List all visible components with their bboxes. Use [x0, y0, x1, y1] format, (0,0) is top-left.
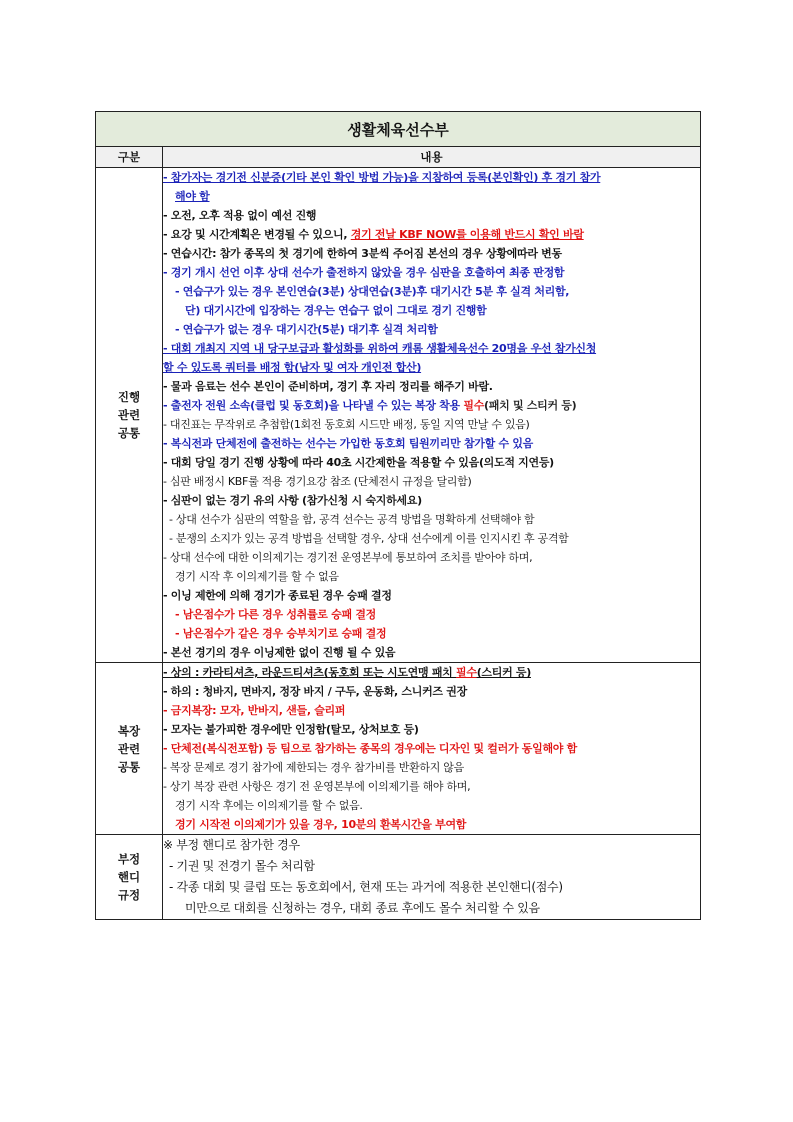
rule-text: - 대회 당일 경기 진행 상황에 따라 40초 시간제한을 적용할 수 있음(의도적 지연등) — [163, 456, 554, 469]
rule-text: 미만으로 대회를 신청하는 경우, 대회 종료 후에도 몰수 처리할 수 있음 — [185, 901, 540, 915]
rule-text: - 요강 및 시간계획은 변경될 수 있으니, — [163, 228, 351, 241]
rule-text: 해야 함 — [175, 190, 210, 203]
rule-line — [163, 586, 700, 605]
rule-line — [163, 339, 700, 358]
category-cell — [96, 835, 163, 920]
rule-text: ※ 부정 핸디로 참가한 경우 — [163, 838, 300, 852]
rule-line — [163, 624, 700, 643]
rule-highlight: 경기 전날 KBF NOW를 이용해 반드시 확인 바람 — [350, 228, 584, 241]
rule-text: - 상의 : 카라티셔츠, 라운드티셔츠(동호회 또는 시도연맹 패치 — [163, 666, 457, 679]
rule-line — [163, 739, 700, 758]
section-progress — [96, 168, 701, 663]
rule-text: - 참가자는 경기전 신분증(기타 본인 확인 방법 가능)을 지참하여 등록(본인확인) 후 경기 참가 — [163, 171, 601, 184]
content-cell — [163, 663, 701, 835]
rule-text: - 분쟁의 소지가 있는 공격 방법을 선택할 경우, 상대 선수에게 이를 인지시킨 후 공격함 — [169, 532, 569, 545]
category-label-line: 핸디 — [117, 870, 141, 884]
rule-text: - 심판 배정시 KBF룰 적용 경기요강 참조 (단체전시 규정을 달리함) — [163, 475, 472, 488]
rule-line — [163, 244, 700, 263]
rule-line — [163, 643, 700, 662]
rule-line — [163, 898, 700, 919]
rule-text: 경기 시작전 이의제기가 있을 경우, 10분의 환복시간을 부여함 — [175, 818, 467, 831]
rule-line — [163, 168, 700, 187]
rule-text: - 상대 선수에 대한 이의제기는 경기전 운영본부에 통보하여 조치를 받아야 하며, — [163, 551, 533, 564]
rule-text: - 남은점수가 같은 경우 승부치기로 승패 결정 — [175, 627, 387, 640]
rule-highlight: 필수 — [456, 666, 477, 679]
rule-line — [163, 472, 700, 491]
rule-suffix: (패치 및 스티커 등) — [484, 399, 577, 412]
rule-line — [163, 796, 700, 815]
header-content: 내용 — [163, 147, 701, 168]
rule-text: 할 수 있도록 쿼터를 배정 함(남자 및 여자 개인전 합산) — [163, 361, 422, 374]
category-label-line: 공통 — [117, 759, 141, 774]
rule-line — [163, 605, 700, 624]
rule-text: 경기 시작 후 이의제기를 할 수 없음 — [175, 570, 339, 583]
header-category: 구분 — [96, 147, 163, 168]
rule-line — [163, 263, 700, 282]
rule-text: - 대회 개최지 지역 내 당구보급과 활성화를 위하여 캐롬 생활체육선수 20명을 우선 참가신청 — [163, 342, 597, 355]
rule-line — [163, 877, 700, 898]
rule-text: - 출전자 전원 소속(클럽 및 동호회)을 나타낼 수 있는 복장 착용 — [163, 399, 464, 412]
rule-line — [163, 529, 700, 548]
rule-line — [163, 682, 700, 701]
rule-text: - 오전, 오후 적용 없이 예선 진행 — [163, 209, 317, 222]
rule-text: - 본선 경기의 경우 이닝제한 없이 진행 될 수 있음 — [163, 646, 396, 659]
rule-line — [163, 663, 700, 682]
rule-line — [163, 206, 700, 225]
rule-text: - 상대 선수가 심판의 역할을 함, 공격 선수는 공격 방법을 명확하게 선택해야 함 — [169, 513, 535, 526]
rule-text: - 대진표는 무작위로 추첨함(1회전 동호회 시드만 배정, 동일 지역 만날 수 있음) — [163, 418, 530, 431]
rule-line — [163, 396, 700, 415]
rule-line — [163, 282, 700, 301]
rule-text: - 각종 대회 및 클럽 또는 동호회에서, 현재 또는 과거에 적용한 본인핸디(점수) — [169, 880, 563, 894]
section-handicap — [96, 835, 701, 920]
rule-text: - 상기 복장 관련 사항은 경기 전 운영본부에 이의제기를 해야 하며, — [163, 780, 471, 793]
rule-text: - 금지복장: 모자, 반바지, 샌들, 슬리퍼 — [163, 704, 346, 717]
rule-line — [163, 377, 700, 396]
rule-text: 경기 시작 후에는 이의제기를 할 수 없음. — [175, 799, 363, 812]
rule-text: - 기권 및 전경기 몰수 처리함 — [169, 859, 315, 873]
rule-text: 단) 대기시간에 입장하는 경우는 연습구 없이 그대로 경기 진행함 — [185, 304, 487, 317]
rule-text: - 연습구가 없는 경우 대기시간(5분) 대기후 실격 처리함 — [175, 323, 438, 336]
rule-text: - 단체전(복식전포함) 등 팀으로 참가하는 종목의 경우에는 디자인 및 컬러가 동일해야 함 — [163, 742, 577, 755]
category-cell — [96, 663, 163, 835]
rule-text: - 복장 문제로 경기 참가에 제한되는 경우 참가비를 반환하지 않음 — [163, 761, 464, 774]
rule-line — [163, 415, 700, 434]
rule-text: - 물과 음료는 선수 본인이 준비하며, 경기 후 자리 정리를 해주기 바람. — [163, 380, 493, 393]
rule-line — [163, 225, 700, 244]
rule-line — [163, 434, 700, 453]
rule-line — [163, 567, 700, 586]
category-label-line: 공통 — [117, 426, 141, 440]
category-label-line: 부정 — [117, 852, 141, 866]
rule-line — [163, 815, 700, 834]
rule-line — [163, 835, 700, 856]
category-label-line: 진행 — [117, 390, 141, 404]
rule-line — [163, 856, 700, 877]
rule-text: - 심판이 없는 경기 유의 사항 (참가신청 시 숙지하세요) — [163, 494, 422, 507]
rule-highlight: 필수 — [463, 399, 485, 412]
rule-text: - 복식전과 단체전에 출전하는 선수는 가입한 동호회 팀원끼리만 참가할 수 있음 — [163, 437, 533, 450]
rule-text: - 남은점수가 다른 경우 성취률로 승패 결정 — [175, 608, 376, 621]
rule-text: - 연습시간: 참가 종목의 첫 경기에 한하여 3분씩 주어짐 본선의 경우 상황에따라 변동 — [163, 247, 562, 260]
section-dress — [96, 663, 701, 835]
rule-text: - 이닝 제한에 의해 경기가 종료된 경우 승패 결정 — [163, 589, 392, 602]
rule-line — [163, 491, 700, 510]
category-label-line: 복장 — [117, 723, 141, 738]
rule-line — [163, 187, 700, 206]
rules-table — [95, 111, 701, 920]
rule-line — [163, 301, 700, 320]
rule-text: - 경기 개시 선언 이후 상대 선수가 출전하지 않았을 경우 심판을 호출하여 최종 판정함 — [163, 266, 565, 279]
rule-line — [163, 548, 700, 567]
rule-line — [163, 758, 700, 777]
rule-text: - 하의 : 청바지, 면바지, 정장 바지 / 구두, 운동화, 스니커즈 권장 — [163, 685, 467, 698]
content-cell — [163, 835, 701, 920]
content-cell — [163, 168, 701, 663]
category-label-line: 규정 — [117, 888, 141, 902]
category-cell — [96, 168, 163, 663]
category-label-line: 관련 — [117, 741, 141, 756]
rule-line — [163, 358, 700, 377]
rule-line — [163, 510, 700, 529]
rule-line — [163, 720, 700, 739]
rule-line — [163, 777, 700, 796]
rule-suffix: (스티커 등) — [476, 666, 531, 679]
page-title: 생활체육선수부 — [96, 112, 701, 147]
rule-text: - 연습구가 있는 경우 본인연습(3분) 상대연습(3분)후 대기시간 5분 후 실격 처리함, — [175, 285, 570, 298]
rule-line — [163, 320, 700, 339]
rule-line — [163, 453, 700, 472]
rule-line — [163, 701, 700, 720]
rule-text: - 모자는 불가피한 경우에만 인정함(탈모, 상처보호 등) — [163, 723, 419, 736]
category-label-line: 관련 — [117, 408, 141, 422]
